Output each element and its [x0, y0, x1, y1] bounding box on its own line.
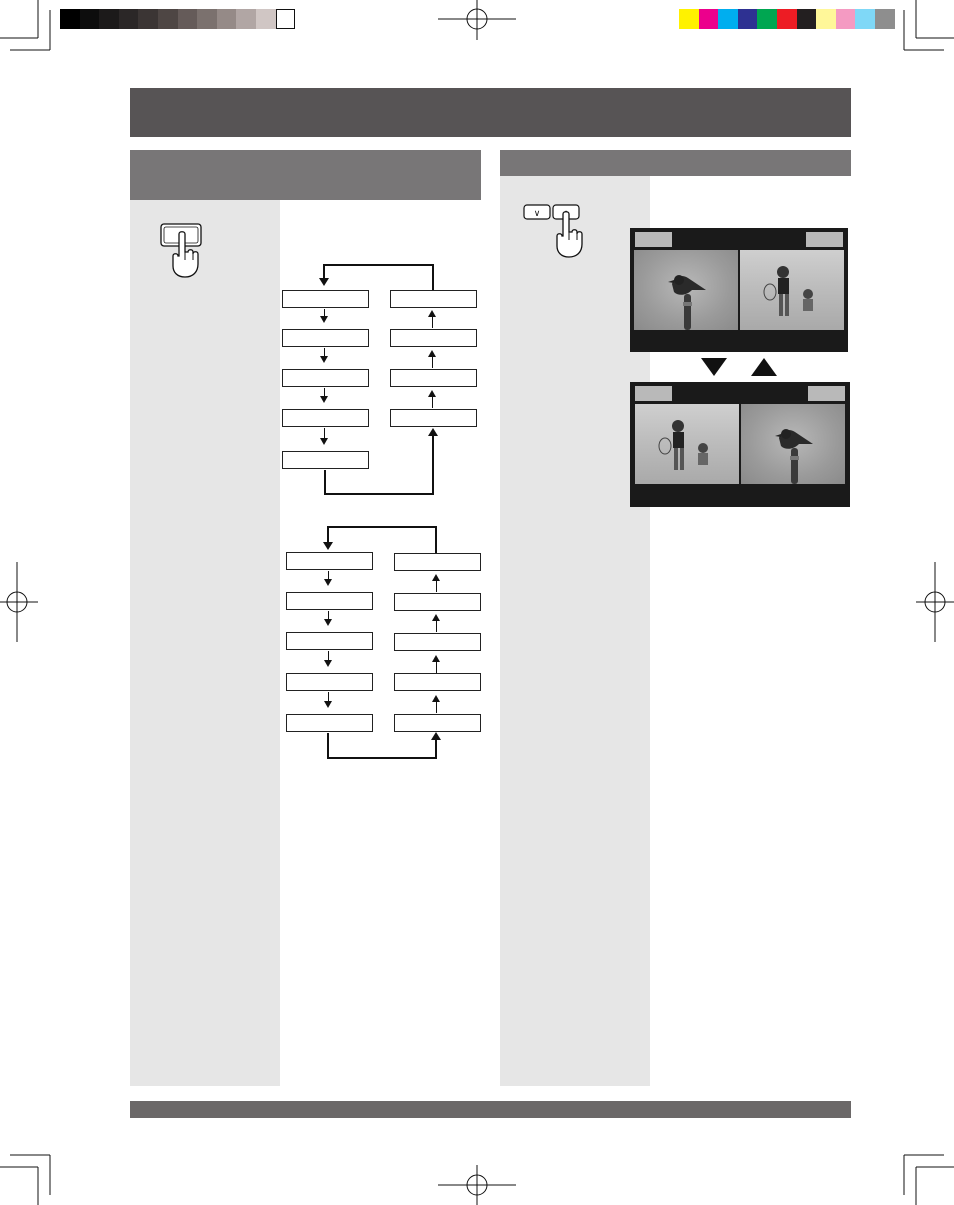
children-beach-photo — [635, 404, 739, 484]
up-arrow-icon — [431, 732, 441, 740]
left-section-header — [130, 150, 481, 200]
down-button-label: ∨ — [533, 209, 541, 219]
flow-box — [394, 553, 481, 571]
gray-swatch — [99, 9, 119, 29]
children-beach-photo — [740, 250, 844, 330]
tv-label-left — [635, 386, 672, 401]
color-swatch — [699, 9, 719, 29]
color-swatch — [738, 9, 758, 29]
gray-swatch — [236, 9, 256, 29]
up-arrow-icon — [428, 428, 438, 436]
remote-button-icon — [155, 220, 215, 282]
down-arrow-icon — [320, 438, 328, 445]
color-swatch — [836, 9, 856, 29]
flow-box — [282, 409, 369, 427]
right-step-panel — [500, 176, 650, 1086]
flow-box — [390, 409, 477, 427]
children-icon — [740, 250, 844, 330]
bird-photo — [741, 404, 845, 484]
down-arrow-icon — [320, 356, 328, 363]
color-swatch — [816, 9, 836, 29]
down-arrow-icon — [324, 660, 332, 667]
left-step-panel — [130, 200, 280, 1086]
tv-label-right — [808, 386, 845, 401]
flow-box — [286, 673, 373, 691]
gray-swatch — [119, 9, 139, 29]
flow-box — [390, 290, 477, 308]
page-footer-bar — [130, 1101, 851, 1118]
tv-screen-split-view-1 — [630, 228, 848, 352]
gray-swatch — [256, 9, 276, 29]
gray-swatch — [217, 9, 237, 29]
page-header-bar — [130, 88, 851, 137]
color-swatch — [797, 9, 817, 29]
bird-icon — [741, 404, 845, 484]
flow-box — [390, 329, 477, 347]
remote-channel-buttons-icon — [522, 202, 592, 264]
flow-box — [286, 714, 373, 732]
color-swatch — [777, 9, 797, 29]
gray-swatch — [80, 9, 100, 29]
flow-box — [394, 714, 481, 732]
tv-label-left — [635, 232, 672, 247]
color-swatch — [718, 9, 738, 29]
children-icon — [635, 404, 739, 484]
bird-icon — [634, 250, 738, 330]
color-swatch — [855, 9, 875, 29]
gray-swatch — [178, 9, 198, 29]
color-swatch — [679, 9, 699, 29]
gray-swatch — [60, 9, 80, 29]
flow-box — [394, 633, 481, 651]
right-section-header — [500, 150, 851, 176]
up-triangle-icon — [751, 358, 777, 376]
flow-box — [394, 593, 481, 611]
gray-swatch — [138, 9, 158, 29]
flow-box — [390, 369, 477, 387]
flow-box — [286, 552, 373, 570]
flow-box — [286, 632, 373, 650]
color-swatch — [757, 9, 777, 29]
down-triangle-icon — [701, 358, 727, 376]
down-arrow-icon — [324, 701, 332, 708]
down-arrow-icon — [320, 396, 328, 403]
tv-label-right — [806, 232, 843, 247]
bird-photo — [634, 250, 738, 330]
down-arrow-icon — [320, 316, 328, 323]
down-arrow-icon — [324, 579, 332, 586]
color-swatch — [875, 9, 895, 29]
flow-box — [286, 592, 373, 610]
flow-box — [282, 369, 369, 387]
flow-box — [282, 290, 369, 308]
flow-box — [282, 329, 369, 347]
gray-swatch — [197, 9, 217, 29]
tv-screen-split-view-2 — [630, 382, 850, 507]
flow-box — [394, 673, 481, 691]
flow-box — [282, 451, 369, 469]
gray-swatch — [158, 9, 178, 29]
gray-swatch — [276, 9, 296, 29]
down-arrow-icon — [324, 619, 332, 626]
